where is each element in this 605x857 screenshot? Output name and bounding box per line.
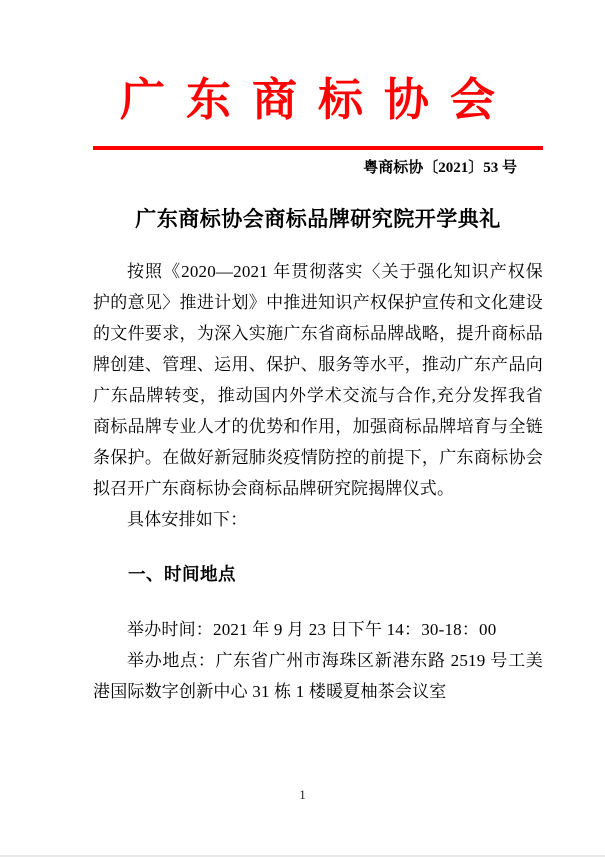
event-location-line: 举办地点：广东省广州市海珠区新港东路 2519 号工美港国际数字创新中心 31 栋 1 楼暖夏柚茶会议室 xyxy=(93,651,543,701)
page-number: 1 xyxy=(299,787,306,802)
event-time-line: 举办时间：2021 年 9 月 23 日下午 14：30-18：00 xyxy=(127,620,497,639)
page-footer xyxy=(0,786,605,804)
document-title: 广东商标协会商标品牌研究院开学典礼 xyxy=(135,207,501,231)
intro-paragraph: 按照《2020—2021 年贯彻落实〈关于强化知识产权保护的意见〉推进计划》中推进知识产权保护宣传和文化建设的文件要求，为深入实施广东省商标品牌战略，提升商标品牌创建、管理、运用、保护、服务等水平，推动广东产品向广东品牌转变，推动国内外学术交流与合作,充分发挥我省商标品牌专业人才的优势和作用，加强商标品牌培育与全链条保护。在做好新冠肺炎疫情防控的前提下，广东商标协会拟召开广东商标协会商标品牌研究院揭牌仪式。 xyxy=(93,262,543,498)
arrangement-lead-paragraph: 具体安排如下： xyxy=(127,510,248,529)
doc-number: 粤商标协〔2021〕53 号 xyxy=(363,160,517,176)
section-heading-time-location: 一、时间地点 xyxy=(128,564,236,584)
letterhead xyxy=(0,0,605,178)
letterhead-org-name: 广东商标协会 xyxy=(119,75,516,125)
letterhead-divider-rule xyxy=(93,146,543,150)
document-body xyxy=(0,204,605,707)
